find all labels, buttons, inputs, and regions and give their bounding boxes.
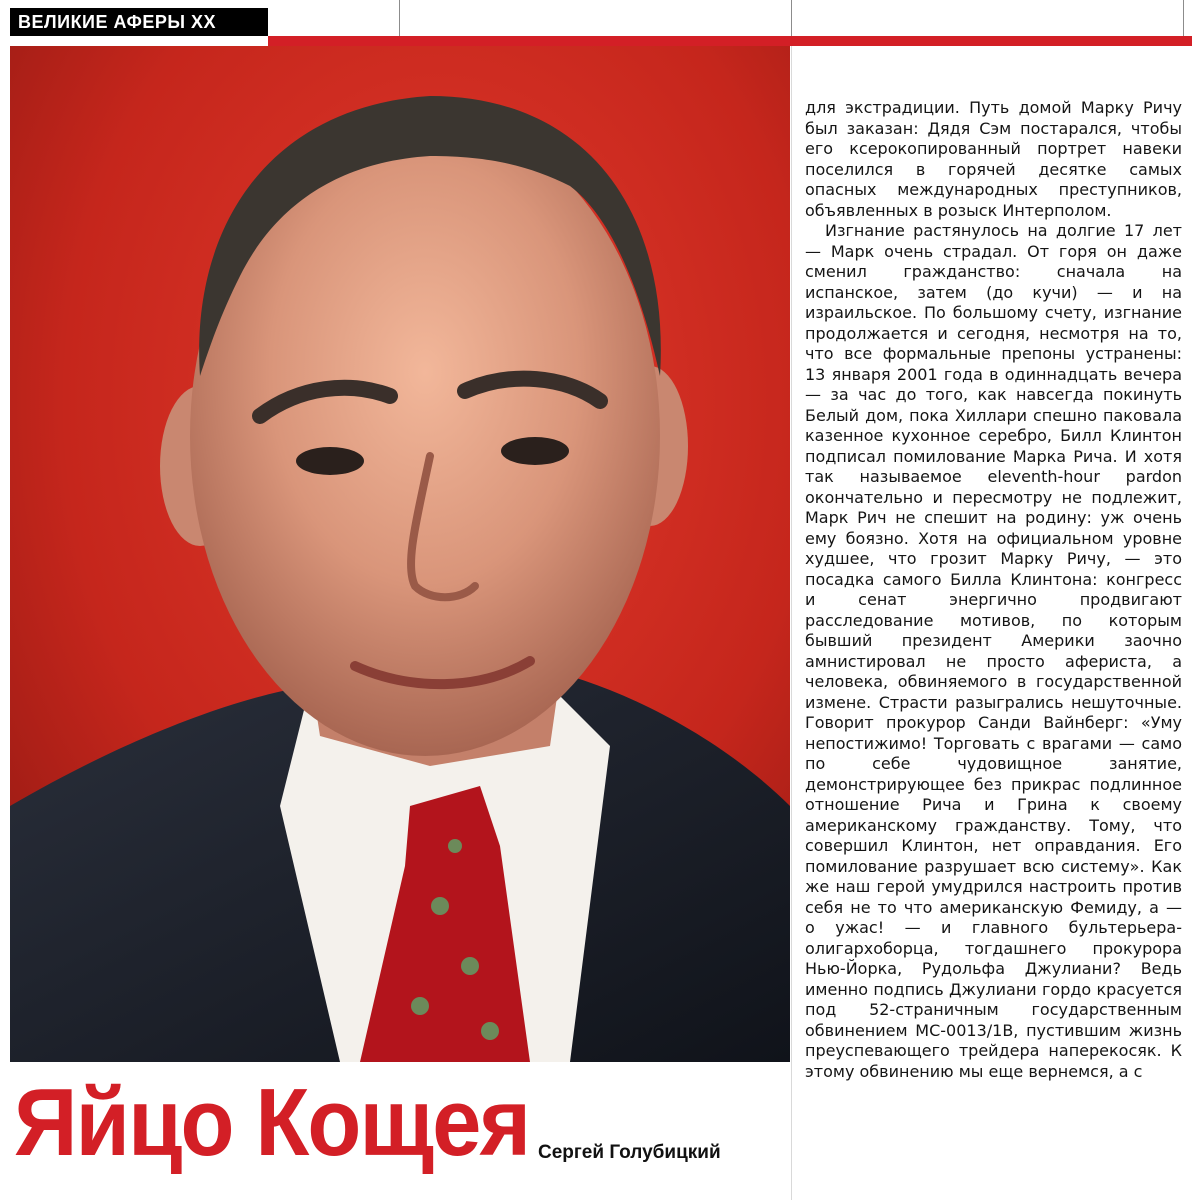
column-divider — [791, 46, 792, 1200]
section-rubric: ВЕЛИКИЕ АФЕРЫ XX — [10, 8, 268, 36]
article-title: Яйцо Кощея — [14, 1069, 530, 1176]
red-header-rule — [268, 36, 1192, 46]
article-paragraph-1: для экстрадиции. Путь домой Марку Ричу был заказан: Дядя Сэм постарался, чтобы его ксерокопированный портрет навеки поселился в горячей десятке самых опасных международных преступников, объявленных в розыск Интерполом. — [805, 98, 1182, 220]
article-paragraph-2: Изгнание растянулось на долгие 17 лет — Марк очень страдал. От горя он даже сменил гражданство: сначала на испанское, затем (до кучи) — и на израильское. По большому счету, изгнание продолжается и сегодня, несмотря на то, что все формальные препоны устранены: 13 января 2001 года в одиннадцать вечера — за час до того, как навсегда покинуть Белый дом, пока Хиллари спешно паковала казенное кухонное серебро, Билл Клинтон подписал помилование Марка Рича. И хотя так называемое eleventh-hour pardon окончательно и пересмотру не подлежит, Марк Рич не спешит на родину: уж очень ему боязно. Хотя на официальном уровне худшее, что грозит Марку Ричу, — это посадка самого Билла Клинтона: конгресс и сенат энергично продвигают расследование мотивов, по которым бывший президент Америки заочно амнистировал не просто афериста, а человека, обвиняемого в государственной измене. Страсти разыгрались нешуточные. Говорит прокурор Санди Вайнберг: «Уму непостижимо! Торговать с врагами — само по себе чудовищное занятие, демонстрирующее без прикрас подлинное отношение Рича и Грина к своему американскому гражданству. Тому, что совершил Клинтон, нет оправдания. Его помилование разрушает всю систему». Как же наш герой умудрился настроить против себя не то что американскую Фемиду, а — о ужас! — и главного бультерьера-олигархоборца, тогдашнего прокурора Нью-Йорка, Рудольфа Джулиани? Ведь именно подпись Джулиани гордо красуется под 52-страничным государственным обвинением MC-0013/1B, пустившим жизнь преуспевающего трейдера наперекосяк. К этому обвинению мы еще вернемся, а с — [805, 221, 1182, 1081]
portrait-illustration — [10, 46, 790, 1062]
header-divider-right — [791, 0, 792, 36]
article-byline: Сергей Голубицкий — [538, 1142, 721, 1163]
article-column — [805, 98, 1182, 1200]
header-divider-edge — [1183, 0, 1184, 36]
header-divider-left — [399, 0, 400, 36]
portrait-photo — [10, 46, 790, 1062]
